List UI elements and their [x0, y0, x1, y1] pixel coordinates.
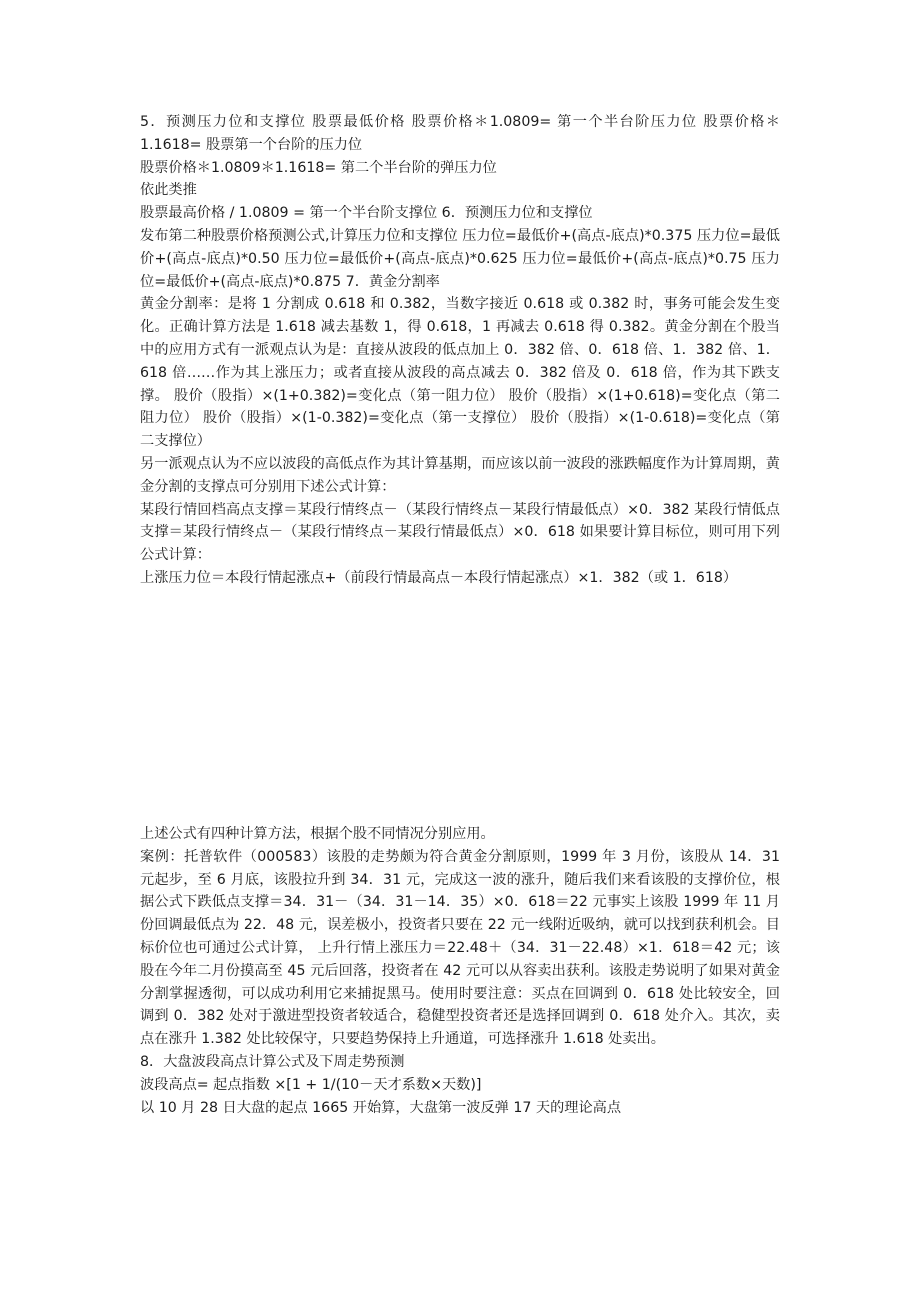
top-text-block — [140, 111, 780, 590]
paragraph-golden-ratio: 黄金分割率：是将 1 分割成 0.618 和 0.382，当数字接近 0.618 或 0.382 时，事务可能会发生变化。正确计算方法是 1.618 减去基数 1，得 0.618，1 再减去 0.618 得 0.382。黄金分割在个股当中的应用方式有一派观点认为是：直接从波段的低点加上 0．382 倍、0．618 倍、1．382 倍、1．618 倍……作为其上涨压力；或者直接从波段的高点减去 0．382 倍及 0．618 倍，作为其下跌支撑。 股价（股指）×(1+0.382)=变化点（第一阻力位） 股价（股指）×(1+0.618)=变化点（第二阻力位） 股价（股指）×(1-0.382)=变化点（第一支撑位） 股价（股指）×(1-0.618)=变化点（第二支撑位） — [140, 296, 780, 450]
paragraph-case-study: 案例：托普软件（000583）该股的走势颇为符合黄金分割原则，1999 年 3 月份，该股从 14．31 元起步，至 6 月底，该股拉升到 34．31 元，完成这一波的涨升，随后我们来看该股的支撑价位，根据公式下跌低点支撑＝34．31－（34．31－14．35）×0．618＝22 元事实上该股 1999 年 11 月份回调最低点为 22．48 元，误差极小，投资者只要在 22 元一线附近吸纳，就可以找到获利机会。目标价位也可通过公式计算， 上升行情上涨压力＝22.48＋（34．31－22.48）×1．618＝42 元；该股在今年二月份摸高至 45 元后回落，投资者在 42 元可以从容卖出获利。该股走势说明了如果对黄金分割掌握透彻，可以成功利用它来捕捉黑马。使用时要注意：买点在回调到 0．618 处比较安全，回调到 0．382 处对于激进型投资者较适合，稳健型投资者还是选择回调到 0．618 处介入。其次，卖点在涨升 1.382 处比较保守，只要趋势保持上升通道，可选择涨升 1.618 处卖出。 — [140, 848, 780, 1048]
paragraph-and-so-on: 依此类推 — [140, 182, 197, 199]
bottom-text-block — [140, 823, 780, 1119]
paragraph-four-methods: 上述公式有四种计算方法，根据个股不同情况分别应用。 — [140, 826, 495, 842]
section-heading-8: 8．大盘波段高点计算公式及下周走势预测 — [140, 1053, 405, 1070]
paragraph-support-formula: 股票最高价格 / 1.0809 = 第一个半台阶支撑位 6．预测压力位和支撑位 — [140, 205, 593, 222]
paragraph-target-formula: 上涨压力位＝本段行情起涨点+（前段行情最高点－本段行情起涨点）×1．382（或 1．618） — [140, 569, 738, 586]
paragraph-pressure-support-5: 5．预测压力位和支撑位 股票最低价格 股票价格＊1.0809= 第一个半台阶压力位 股票价格＊1.1618= 股票第一个台阶的压力位 — [140, 114, 780, 153]
paragraph-second-half-step: 股票价格＊1.0809＊1.1618= 第二个半台阶的弹压力位 — [140, 159, 497, 176]
paragraph-support-calc: 某段行情回档高点支撑＝某段行情终点－（某段行情终点－某段行情最低点）×0．382 某段行情低点支撑＝某段行情终点－（某段行情终点－某段行情最低点）×0．618 如果要计算目标位，则可用下列公式计算： — [140, 501, 780, 564]
paragraph-another-view: 另一派观点认为不应以波段的高低点作为其计算基期，而应该以前一波段的涨跌幅度作为计算周期，黄金分割的支撑点可分别用下述公式计算： — [140, 455, 780, 495]
paragraph-wave-high-formula: 波段高点= 起点指数 ×[1 + 1/(10－天才系数×天数)] — [140, 1076, 482, 1093]
paragraph-index-example: 以 10 月 28 日大盘的起点 1665 开始算，大盘第一波反弹 17 天的理论高点 — [140, 1099, 622, 1116]
paragraph-second-formula: 发布第二种股票价格预测公式,计算压力位和支撑位 压力位=最低价+(高点-底点)*0.375 压力位=最低价+(高点-底点)*0.50 压力位=最低价+(高点-底点)*0.625 压力位=最低价+(高点-底点)*0.75 压力位=最低价+(高点-底点)*0.875 7．黄金分割率 — [140, 227, 780, 290]
